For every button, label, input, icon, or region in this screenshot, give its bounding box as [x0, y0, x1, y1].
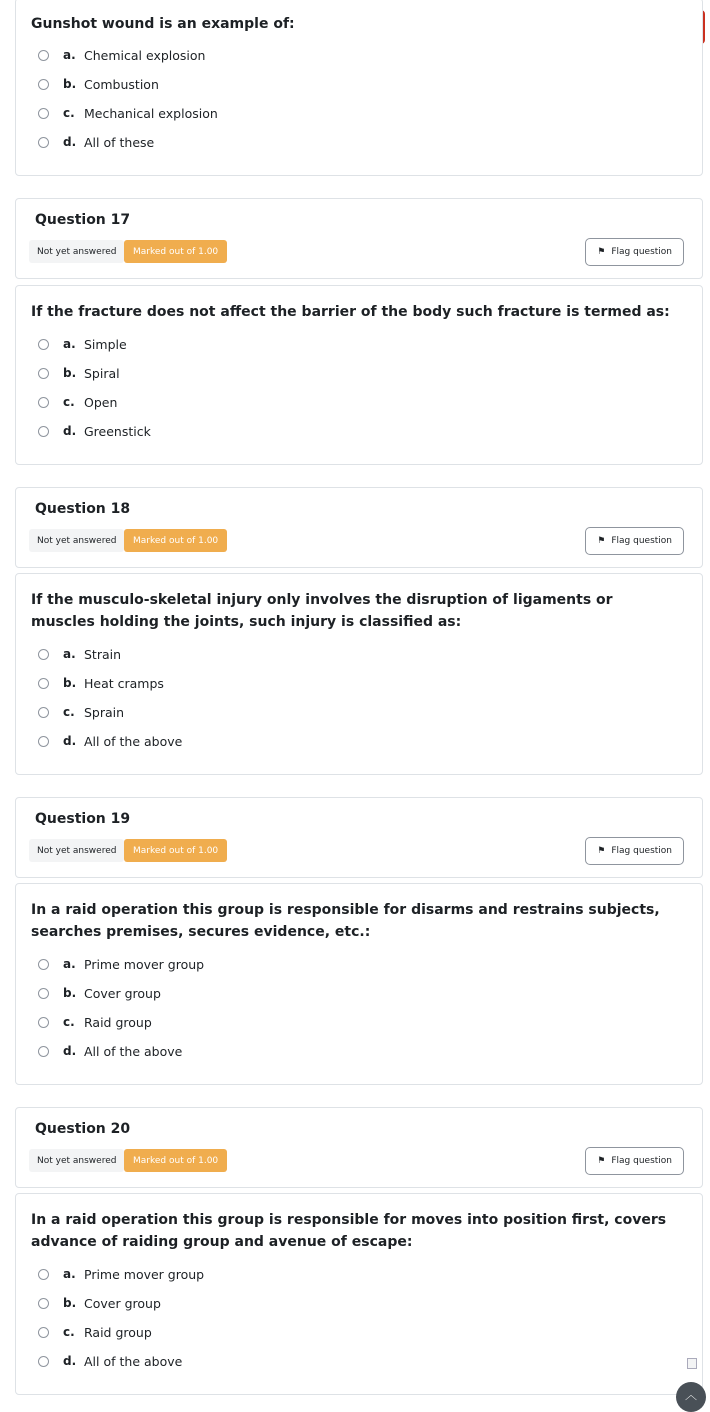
marks-badge: Marked out of 1.00: [124, 529, 227, 552]
radio-button[interactable]: [38, 1356, 49, 1367]
answer-option-d[interactable]: d. All of the above: [38, 731, 358, 751]
flag-question-button[interactable]: ⚑ Flag question: [585, 1147, 684, 1175]
question-number: Question 17: [35, 212, 131, 228]
answer-option-a[interactable]: a. Prime mover group: [38, 1264, 358, 1284]
answer-option-c[interactable]: c. Mechanical explosion: [38, 103, 358, 123]
question-info-card: [15, 487, 703, 568]
radio-button[interactable]: [38, 1017, 49, 1028]
question-info-card: [15, 797, 703, 878]
question-number: Question 20: [35, 1121, 131, 1137]
status-badge: Not yet answered: [29, 1149, 124, 1172]
answer-option-c[interactable]: c. Sprain: [38, 702, 358, 722]
radio-button[interactable]: [38, 707, 49, 718]
radio-button[interactable]: [38, 1046, 49, 1057]
radio-button[interactable]: [38, 426, 49, 437]
radio-button[interactable]: [38, 736, 49, 747]
radio-button[interactable]: [38, 959, 49, 970]
answer-option-d[interactable]: d. All of the above: [38, 1351, 358, 1371]
radio-button[interactable]: [38, 1269, 49, 1280]
question-content-card: [15, 0, 703, 176]
flag-icon: ⚑: [597, 536, 606, 546]
answer-option-d[interactable]: d. Greenstick: [38, 421, 358, 441]
answer-option-a[interactable]: a. Chemical explosion: [38, 45, 358, 65]
question-number: Question 19: [35, 811, 131, 827]
radio-button[interactable]: [38, 339, 49, 350]
radio-button[interactable]: [38, 137, 49, 148]
radio-button[interactable]: [38, 1327, 49, 1338]
answer-option-a[interactable]: a. Simple: [38, 334, 358, 354]
answer-option-a[interactable]: a. Strain: [38, 644, 358, 664]
status-badge: Not yet answered: [29, 240, 124, 263]
answer-option-a[interactable]: a. Prime mover group: [38, 954, 358, 974]
answer-option-c[interactable]: c. Raid group: [38, 1012, 358, 1032]
flag-icon: ⚑: [597, 247, 606, 257]
question-content-card: [15, 883, 703, 1085]
broken-image-icon: [687, 1358, 697, 1369]
question-info-card: [15, 1107, 703, 1188]
marks-badge: Marked out of 1.00: [124, 240, 227, 263]
question-text: If the fracture does not affect the barrier of the body such fracture is termed as:: [31, 304, 670, 320]
answer-option-b[interactable]: b. Cover group: [38, 983, 358, 1003]
flag-icon: ⚑: [597, 846, 606, 856]
answer-option-b[interactable]: b. Combustion: [38, 74, 358, 94]
answer-option-d[interactable]: d. All of these: [38, 132, 358, 152]
question-text: Gunshot wound is an example of:: [31, 16, 295, 32]
status-badge: Not yet answered: [29, 529, 124, 552]
answer-option-c[interactable]: c. Open: [38, 392, 358, 412]
radio-button[interactable]: [38, 368, 49, 379]
radio-button[interactable]: [38, 108, 49, 119]
question-text: In a raid operation this group is responsible for moves into position first, covers advance of raiding group and avenue of escape:: [31, 1212, 667, 1250]
radio-button[interactable]: [38, 79, 49, 90]
question-content-card: [15, 1193, 703, 1395]
radio-button[interactable]: [38, 649, 49, 660]
radio-button[interactable]: [38, 397, 49, 408]
question-info-card: [15, 198, 703, 279]
answer-option-b[interactable]: b. Spiral: [38, 363, 358, 383]
question-text: In a raid operation this group is responsible for disarms and restrains subjects, searches premises, secures evidence, etc.:: [31, 902, 660, 940]
answer-option-d[interactable]: d. All of the above: [38, 1041, 358, 1061]
radio-button[interactable]: [38, 988, 49, 999]
status-badge: Not yet answered: [29, 839, 124, 862]
flag-question-button[interactable]: ⚑ Flag question: [585, 837, 684, 865]
chevron-up-icon: ︿: [684, 1388, 697, 1402]
marks-badge: Marked out of 1.00: [124, 839, 227, 862]
answer-option-c[interactable]: c. Raid group: [38, 1322, 358, 1342]
flag-question-button[interactable]: ⚑ Flag question: [585, 527, 684, 555]
answer-option-b[interactable]: b. Heat cramps: [38, 673, 358, 693]
radio-button[interactable]: [38, 1298, 49, 1309]
flag-icon: ⚑: [597, 1156, 606, 1166]
radio-button[interactable]: [38, 678, 49, 689]
answer-option-b[interactable]: b. Cover group: [38, 1293, 358, 1313]
back-to-top-button[interactable]: [676, 1382, 706, 1412]
question-number: Question 18: [35, 501, 131, 517]
radio-button[interactable]: [38, 50, 49, 61]
flag-question-button[interactable]: ⚑ Flag question: [585, 238, 684, 266]
marks-badge: Marked out of 1.00: [124, 1149, 227, 1172]
question-text: If the musculo-skeletal injury only involves the disruption of ligaments or muscles holding the joints, such injury is classified as:: [31, 592, 613, 630]
question-content-card: [15, 573, 703, 775]
question-content-card: [15, 285, 703, 465]
